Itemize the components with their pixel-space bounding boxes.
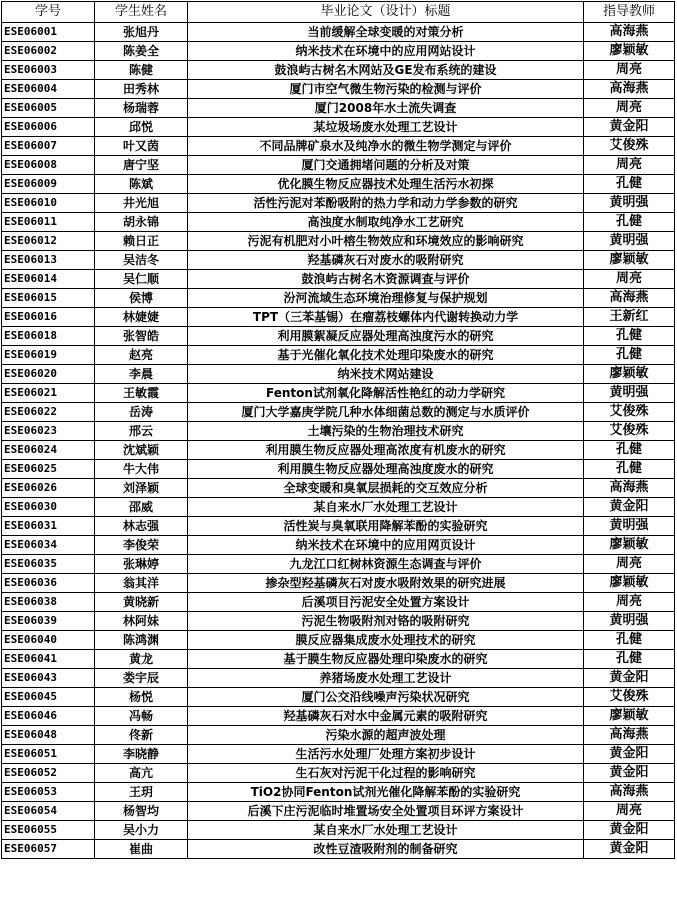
table-row bbox=[2, 764, 675, 783]
table-row bbox=[2, 441, 675, 460]
thesis-title-cell: 纳米技术在环境中的应用网页设计 bbox=[188, 536, 584, 555]
advisor-cell: 黄明强 bbox=[584, 612, 675, 631]
thesis-title-cell: 厦门市空气微生物污染的检测与评价 bbox=[188, 80, 584, 99]
thesis-title-cell: 活性污泥对苯酚吸附的热力学和动力学参数的研究 bbox=[188, 194, 584, 213]
student-id-cell: ESE06010 bbox=[2, 194, 95, 213]
thesis-title-cell: 某自来水厂水处理工艺设计 bbox=[188, 821, 584, 840]
advisor-cell: 廖颖敏 bbox=[584, 42, 675, 61]
header-advisor: 指导教师 bbox=[584, 2, 675, 23]
table-row bbox=[2, 61, 675, 80]
advisor-cell: 周亮 bbox=[584, 802, 675, 821]
table-row bbox=[2, 574, 675, 593]
student-name-cell: 李晨 bbox=[95, 365, 188, 384]
table-row bbox=[2, 631, 675, 650]
student-id-cell: ESE06023 bbox=[2, 422, 95, 441]
advisor-cell: 黄明强 bbox=[584, 384, 675, 403]
student-name-cell: 佟新 bbox=[95, 726, 188, 745]
student-id-cell: ESE06003 bbox=[2, 61, 95, 80]
advisor-cell: 艾俊殊 bbox=[584, 403, 675, 422]
thesis-title-cell: 鼓浪屿古树名木网站及GE发布系统的建设 bbox=[188, 61, 584, 80]
advisor-cell: 黄金阳 bbox=[584, 118, 675, 137]
advisor-cell: 周亮 bbox=[584, 156, 675, 175]
student-name-cell: 李俊荣 bbox=[95, 536, 188, 555]
advisor-cell: 周亮 bbox=[584, 555, 675, 574]
student-name-cell: 林阿妹 bbox=[95, 612, 188, 631]
advisor-cell: 孔健 bbox=[584, 175, 675, 194]
advisor-cell: 孔健 bbox=[584, 213, 675, 232]
student-id-cell: ESE06012 bbox=[2, 232, 95, 251]
student-name-cell: 胡永锦 bbox=[95, 213, 188, 232]
advisor-cell: 周亮 bbox=[584, 61, 675, 80]
thesis-title-cell: 鼓浪屿古树名木资源调查与评价 bbox=[188, 270, 584, 289]
table-row bbox=[2, 555, 675, 574]
thesis-title-cell: 污泥生物吸附剂对铬的吸附研究 bbox=[188, 612, 584, 631]
student-name-cell: 张旭丹 bbox=[95, 23, 188, 42]
student-id-cell: ESE06020 bbox=[2, 365, 95, 384]
advisor-cell: 黄明强 bbox=[584, 517, 675, 536]
student-id-cell: ESE06034 bbox=[2, 536, 95, 555]
advisor-cell: 高海燕 bbox=[584, 726, 675, 745]
student-name-cell: 黄晓新 bbox=[95, 593, 188, 612]
student-name-cell: 杨悦 bbox=[95, 688, 188, 707]
advisor-cell: 廖颖敏 bbox=[584, 251, 675, 270]
thesis-title-cell: 利用膜生物反应器处理高浓度有机废水的研究 bbox=[188, 441, 584, 460]
student-name-cell: 李晓静 bbox=[95, 745, 188, 764]
advisor-cell: 艾俊殊 bbox=[584, 688, 675, 707]
student-name-cell: 陈姜全 bbox=[95, 42, 188, 61]
thesis-title-cell: 后溪下庄污泥临时堆置场安全处置项目环评方案设计 bbox=[188, 802, 584, 821]
thesis-title-cell: 生活污水处理厂处理方案初步设计 bbox=[188, 745, 584, 764]
student-id-cell: ESE06008 bbox=[2, 156, 95, 175]
table-row bbox=[2, 80, 675, 99]
student-id-cell: ESE06053 bbox=[2, 783, 95, 802]
table-row bbox=[2, 422, 675, 441]
thesis-title-cell: 厦门大学嘉庚学院几种水体细菌总数的测定与水质评价 bbox=[188, 403, 584, 422]
student-id-cell: ESE06004 bbox=[2, 80, 95, 99]
thesis-title-cell: 九龙江口红树林资源生态调查与评价 bbox=[188, 555, 584, 574]
student-name-cell: 吴仁顺 bbox=[95, 270, 188, 289]
advisor-cell: 黄金阳 bbox=[584, 840, 675, 859]
advisor-cell: 高海燕 bbox=[584, 289, 675, 308]
student-id-cell: ESE06022 bbox=[2, 403, 95, 422]
advisor-cell: 黄金阳 bbox=[584, 821, 675, 840]
student-name-cell: 冯畅 bbox=[95, 707, 188, 726]
student-name-cell: 井光旭 bbox=[95, 194, 188, 213]
student-id-cell: ESE06011 bbox=[2, 213, 95, 232]
table-row bbox=[2, 156, 675, 175]
student-id-cell: ESE06057 bbox=[2, 840, 95, 859]
table-row bbox=[2, 726, 675, 745]
student-id-cell: ESE06055 bbox=[2, 821, 95, 840]
advisor-cell: 孔健 bbox=[584, 631, 675, 650]
student-name-cell: 王玥 bbox=[95, 783, 188, 802]
student-id-cell: ESE06009 bbox=[2, 175, 95, 194]
thesis-title-cell: 后溪项目污泥安全处置方案设计 bbox=[188, 593, 584, 612]
student-id-cell: ESE06054 bbox=[2, 802, 95, 821]
table-row bbox=[2, 783, 675, 802]
student-id-cell: ESE06014 bbox=[2, 270, 95, 289]
advisor-cell: 高海燕 bbox=[584, 23, 675, 42]
student-name-cell: 翁其洋 bbox=[95, 574, 188, 593]
thesis-title-cell: 当前缓解全球变暖的对策分析 bbox=[188, 23, 584, 42]
thesis-title-cell: 优化膜生物反应器技术处理生活污水初探 bbox=[188, 175, 584, 194]
advisor-cell: 孔健 bbox=[584, 346, 675, 365]
table-row bbox=[2, 517, 675, 536]
thesis-title-cell: 厦门交通拥堵问题的分析及对策 bbox=[188, 156, 584, 175]
advisor-cell: 高海燕 bbox=[584, 479, 675, 498]
advisor-cell: 艾俊殊 bbox=[584, 422, 675, 441]
thesis-title-cell: 羟基磷灰石对废水的吸附研究 bbox=[188, 251, 584, 270]
advisor-cell: 廖颖敏 bbox=[584, 365, 675, 384]
student-name-cell: 林志强 bbox=[95, 517, 188, 536]
student-id-cell: ESE06030 bbox=[2, 498, 95, 517]
student-name-cell: 张智皓 bbox=[95, 327, 188, 346]
thesis-title-cell: 基于光催化氧化技术处理印染废水的研究 bbox=[188, 346, 584, 365]
thesis-title-cell: 改性豆渣吸附剂的制备研究 bbox=[188, 840, 584, 859]
thesis-title-cell: 厦门公交沿线噪声污染状况研究 bbox=[188, 688, 584, 707]
student-id-cell: ESE06031 bbox=[2, 517, 95, 536]
thesis-title-cell: 某自来水厂水处理工艺设计 bbox=[188, 498, 584, 517]
advisor-cell: 黄金阳 bbox=[584, 745, 675, 764]
student-id-cell: ESE06036 bbox=[2, 574, 95, 593]
thesis-title-cell: 某垃圾场废水处理工艺设计 bbox=[188, 118, 584, 137]
thesis-title-cell: 土壤污染的生物治理技术研究 bbox=[188, 422, 584, 441]
student-name-cell: 叶又茵 bbox=[95, 137, 188, 156]
student-name-cell: 陈斌 bbox=[95, 175, 188, 194]
table-row bbox=[2, 612, 675, 631]
advisor-cell: 艾俊殊 bbox=[584, 137, 675, 156]
table-row bbox=[2, 270, 675, 289]
student-name-cell: 刘泽颖 bbox=[95, 479, 188, 498]
student-name-cell: 林婕婕 bbox=[95, 308, 188, 327]
table-row bbox=[2, 840, 675, 859]
table-row bbox=[2, 175, 675, 194]
thesis-title-cell: 膜反应器集成废水处理技术的研究 bbox=[188, 631, 584, 650]
advisor-cell: 王新红 bbox=[584, 308, 675, 327]
table-row bbox=[2, 346, 675, 365]
student-id-cell: ESE06024 bbox=[2, 441, 95, 460]
table-row bbox=[2, 23, 675, 42]
student-id-cell: ESE06051 bbox=[2, 745, 95, 764]
student-id-cell: ESE06005 bbox=[2, 99, 95, 118]
student-name-cell: 崔曲 bbox=[95, 840, 188, 859]
student-name-cell: 张琳婷 bbox=[95, 555, 188, 574]
thesis-title-cell: 纳米技术网站建设 bbox=[188, 365, 584, 384]
advisor-cell: 黄明强 bbox=[584, 194, 675, 213]
advisor-cell: 周亮 bbox=[584, 593, 675, 612]
student-name-cell: 娄宇辰 bbox=[95, 669, 188, 688]
table-row bbox=[2, 669, 675, 688]
thesis-title-cell: 全球变暖和臭氧层损耗的交互效应分析 bbox=[188, 479, 584, 498]
thesis-title-cell: 利用膜生物反应器处理高浊度废水的研究 bbox=[188, 460, 584, 479]
table-row bbox=[2, 232, 675, 251]
advisor-cell: 黄金阳 bbox=[584, 498, 675, 517]
thesis-title-cell: 养猪场废水处理工艺设计 bbox=[188, 669, 584, 688]
student-id-cell: ESE06045 bbox=[2, 688, 95, 707]
student-name-cell: 沈斌颖 bbox=[95, 441, 188, 460]
table-row bbox=[2, 403, 675, 422]
thesis-title-cell: 纳米技术在环境中的应用网站设计 bbox=[188, 42, 584, 61]
student-id-cell: ESE06041 bbox=[2, 650, 95, 669]
student-id-cell: ESE06015 bbox=[2, 289, 95, 308]
student-id-cell: ESE06016 bbox=[2, 308, 95, 327]
thesis-title-cell: 汾河流域生态环境治理修复与保护规划 bbox=[188, 289, 584, 308]
student-name-cell: 邢云 bbox=[95, 422, 188, 441]
header-thesis-title: 毕业论文（设计）标题 bbox=[188, 2, 584, 23]
thesis-title-cell: 污染水源的超声波处理 bbox=[188, 726, 584, 745]
table-row bbox=[2, 99, 675, 118]
table-row bbox=[2, 42, 675, 61]
student-id-cell: ESE06025 bbox=[2, 460, 95, 479]
advisor-cell: 廖颖敏 bbox=[584, 707, 675, 726]
thesis-title-cell: 掺杂型羟基磷灰石对废水吸附效果的研究进展 bbox=[188, 574, 584, 593]
advisor-cell: 廖颖敏 bbox=[584, 536, 675, 555]
advisor-cell: 廖颖敏 bbox=[584, 574, 675, 593]
student-id-cell: ESE06038 bbox=[2, 593, 95, 612]
student-name-cell: 唐宁坚 bbox=[95, 156, 188, 175]
table-row bbox=[2, 821, 675, 840]
table-row bbox=[2, 365, 675, 384]
student-id-cell: ESE06006 bbox=[2, 118, 95, 137]
student-name-cell: 王敏霞 bbox=[95, 384, 188, 403]
thesis-title-cell: Fenton试剂氧化降解活性艳红的动力学研究 bbox=[188, 384, 584, 403]
header-student-id: 学号 bbox=[2, 2, 95, 23]
student-name-cell: 杨智均 bbox=[95, 802, 188, 821]
advisor-cell: 孔健 bbox=[584, 460, 675, 479]
table-row bbox=[2, 593, 675, 612]
student-id-cell: ESE06052 bbox=[2, 764, 95, 783]
student-id-cell: ESE06007 bbox=[2, 137, 95, 156]
student-name-cell: 高亢 bbox=[95, 764, 188, 783]
table-row bbox=[2, 498, 675, 517]
student-id-cell: ESE06046 bbox=[2, 707, 95, 726]
student-id-cell: ESE06021 bbox=[2, 384, 95, 403]
table-row bbox=[2, 251, 675, 270]
header-student-name: 学生姓名 bbox=[95, 2, 188, 23]
thesis-title-cell: 生石灰对污泥干化过程的影响研究 bbox=[188, 764, 584, 783]
advisor-cell: 孔健 bbox=[584, 327, 675, 346]
table-row bbox=[2, 194, 675, 213]
student-id-cell: ESE06002 bbox=[2, 42, 95, 61]
student-name-cell: 邵威 bbox=[95, 498, 188, 517]
student-id-cell: ESE06013 bbox=[2, 251, 95, 270]
thesis-title-cell: 基于膜生物反应器处理印染废水的研究 bbox=[188, 650, 584, 669]
student-id-cell: ESE06039 bbox=[2, 612, 95, 631]
advisor-cell: 周亮 bbox=[584, 99, 675, 118]
thesis-title-cell: 活性炭与臭氧联用降解苯酚的实验研究 bbox=[188, 517, 584, 536]
table-row bbox=[2, 137, 675, 156]
student-id-cell: ESE06001 bbox=[2, 23, 95, 42]
student-name-cell: 赵亮 bbox=[95, 346, 188, 365]
advisor-cell: 高海燕 bbox=[584, 783, 675, 802]
table-row bbox=[2, 327, 675, 346]
student-id-cell: ESE06040 bbox=[2, 631, 95, 650]
thesis-title-cell: TiO2协同Fenton试剂光催化降解苯酚的实验研究 bbox=[188, 783, 584, 802]
thesis-title-cell: 厦门2008年水土流失调查 bbox=[188, 99, 584, 118]
thesis-title-cell: 利用膜絮凝反应器处理高浊度污水的研究 bbox=[188, 327, 584, 346]
student-id-cell: ESE06048 bbox=[2, 726, 95, 745]
student-id-cell: ESE06035 bbox=[2, 555, 95, 574]
student-name-cell: 吴洁冬 bbox=[95, 251, 188, 270]
student-name-cell: 牛大伟 bbox=[95, 460, 188, 479]
advisor-cell: 孔健 bbox=[584, 650, 675, 669]
student-name-cell: 侯博 bbox=[95, 289, 188, 308]
thesis-title-cell: TPT（三苯基锡）在瘤荔枝螺体内代谢转换动力学 bbox=[188, 308, 584, 327]
table-row bbox=[2, 118, 675, 137]
student-name-cell: 黄龙 bbox=[95, 650, 188, 669]
advisor-cell: 孔健 bbox=[584, 441, 675, 460]
table-row bbox=[2, 707, 675, 726]
table-row bbox=[2, 802, 675, 821]
advisor-cell: 黄金阳 bbox=[584, 669, 675, 688]
advisor-cell: 周亮 bbox=[584, 270, 675, 289]
advisor-cell: 黄金阳 bbox=[584, 764, 675, 783]
advisor-cell: 高海燕 bbox=[584, 80, 675, 99]
student-name-cell: 邱悦 bbox=[95, 118, 188, 137]
student-name-cell: 吴小力 bbox=[95, 821, 188, 840]
advisor-cell: 黄明强 bbox=[584, 232, 675, 251]
student-id-cell: ESE06018 bbox=[2, 327, 95, 346]
table-row bbox=[2, 289, 675, 308]
thesis-title-cell: 高浊度水制取纯净水工艺研究 bbox=[188, 213, 584, 232]
table-row bbox=[2, 650, 675, 669]
thesis-title-cell: 不同品牌矿泉水及纯净水的微生物学测定与评价 bbox=[188, 137, 584, 156]
student-name-cell: 陈健 bbox=[95, 61, 188, 80]
table-row bbox=[2, 479, 675, 498]
student-name-cell: 岳涛 bbox=[95, 403, 188, 422]
thesis-title-cell: 羟基磷灰石对水中金属元素的吸附研究 bbox=[188, 707, 584, 726]
table-row bbox=[2, 213, 675, 232]
student-id-cell: ESE06019 bbox=[2, 346, 95, 365]
student-name-cell: 杨瑞蓉 bbox=[95, 99, 188, 118]
header-row bbox=[2, 2, 675, 23]
thesis-title-cell: 污泥有机肥对小叶榕生物效应和环境效应的影响研究 bbox=[188, 232, 584, 251]
table-body bbox=[2, 23, 675, 859]
table-row bbox=[2, 745, 675, 764]
student-id-cell: ESE06026 bbox=[2, 479, 95, 498]
student-name-cell: 陈鸿渊 bbox=[95, 631, 188, 650]
student-id-cell: ESE06043 bbox=[2, 669, 95, 688]
student-name-cell: 赖日正 bbox=[95, 232, 188, 251]
table-row bbox=[2, 536, 675, 555]
table-row bbox=[2, 384, 675, 403]
table-row bbox=[2, 308, 675, 327]
student-name-cell: 田秀林 bbox=[95, 80, 188, 99]
table-row bbox=[2, 688, 675, 707]
table-row bbox=[2, 460, 675, 479]
thesis-table bbox=[1, 1, 675, 859]
